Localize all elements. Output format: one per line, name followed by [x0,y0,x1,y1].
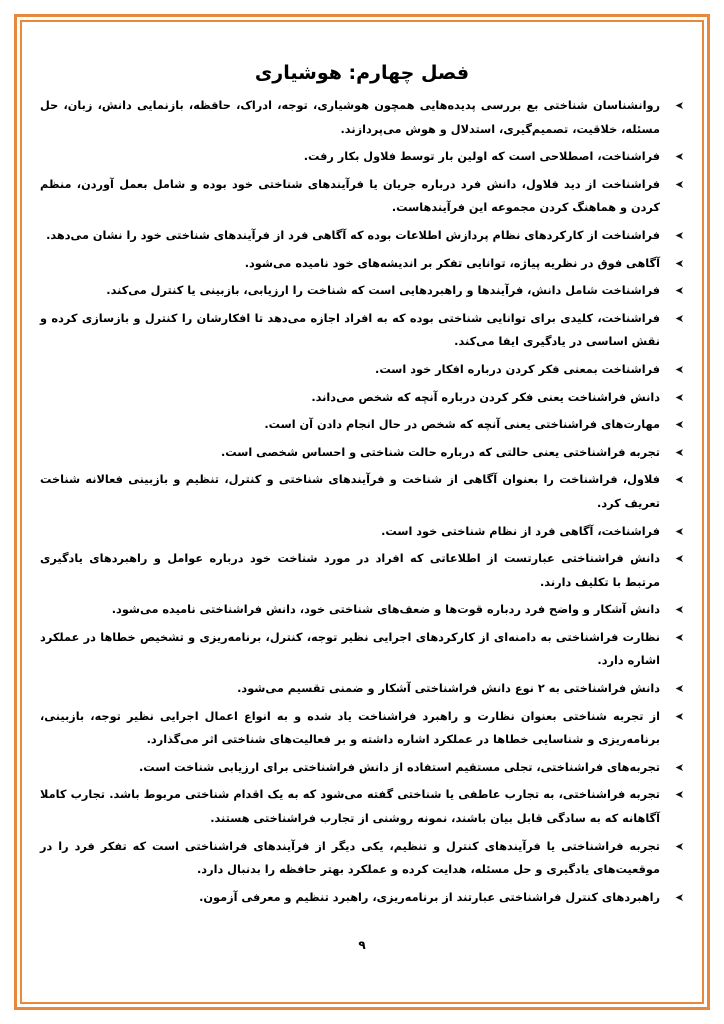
arrow-left-icon: ➤ [674,709,684,723]
arrow-left-icon: ➤ [674,445,684,459]
list-item [40,835,684,882]
list-item [40,705,684,752]
list-item [40,547,684,594]
arrow-left-icon: ➤ [674,228,684,242]
arrow-left-icon: ➤ [674,682,684,696]
arrow-left-icon: ➤ [674,99,684,112]
list-item-text: تجربه‌های فراشناختی، تجلی مستقیم استفاده از دانش فراشناختی برای ارزیابی شناخت است. [138,760,660,774]
list-item [40,886,684,910]
list-item [40,598,684,622]
list-item [40,520,684,544]
list-item-text: دانش فراشناختی به ۲ نوع دانش فراشناختی آشکار و ضمنی تقسیم می‌شود. [237,682,660,696]
arrow-left-icon: ➤ [674,524,684,538]
list-item-text: راهبردهای کنترل فراشناختی عبارتند از برنامه‌ریزی، راهبرد تنظیم و معرفی آزمون. [199,890,660,904]
arrow-left-icon: ➤ [674,284,684,298]
list-item-text: روانشناسان شناختی بع بررسی پدیده‌هایی همچون هوشیاری، توجه، ادراک، حافظه، بازنمایی دانش، زبان، حل مسئله، خلاقیت، تصمیم‌گیری، استدلال و هوش می‌پردازند. [40,99,660,136]
list-item-text: تجربه فراشناختی یعنی حالتی که درباره حالت شناختی و احساس شخصی است. [220,445,660,459]
list-item [40,468,684,515]
chapter-title: فصل چهارم: هوشیاری [254,62,470,84]
list-item [40,279,684,303]
bullet-list [40,94,684,909]
arrow-left-icon: ➤ [674,603,684,617]
arrow-left-icon: ➤ [674,473,684,487]
list-item-text: فراشناخت بمعنی فکر کردن درباره افکار خود است. [375,362,660,376]
arrow-left-icon: ➤ [674,150,684,164]
arrow-left-icon: ➤ [674,839,684,853]
list-item-text: فراشناخت، کلیدی برای توانایی شناختی بوده که به افراد اجازه می‌دهد تا افکارشان را کنترل و بازسازی کرده و نقش اساسی در یادگیری ایفا می‌کند. [40,311,660,349]
list-item [40,386,684,410]
list-item-text: فراشناخت از دید فلاول، دانش فرد درباره جریان یا فرآیندهای شناختی خود بوده و شامل بعمل آوردن، منظم کردن و هماهنگ کردن مجموعه این فرآیندهاست. [40,177,660,215]
list-item [40,307,684,354]
list-item [40,626,684,673]
page-number: ۹ [358,938,366,952]
list-item-text: آگاهی فوق در نظریه پیاژه، توانایی تفکر بر اندیشه‌های خود نامیده می‌شود. [244,256,660,270]
list-item-text: دانش فراشناختی عبارتست از اطلاعاتی که افراد در مورد شناخت خود درباره عوامل و راهبردهای یادگیری مرتبط با تکلیف دارند. [40,552,660,589]
arrow-left-icon: ➤ [674,362,684,376]
list-item-text: فراشناخت، آگاهی فرد از نظام شناختی خود است. [381,524,660,538]
list-item [40,413,684,437]
arrow-left-icon: ➤ [674,890,684,904]
list-item-text: تجربه فراشناختی، به تجارب عاطفی یا شناختی گفته می‌شود که به یک اقدام شناختی مربوط باشد. تجارب کاملا آگاهانه که به سادگی قابل بیان باشند، نمونه روشنی از تجارب فراشناختی هستند. [40,788,660,826]
arrow-left-icon: ➤ [674,552,684,566]
arrow-left-icon: ➤ [674,390,684,404]
arrow-left-icon: ➤ [674,630,684,644]
list-item [40,756,684,780]
list-item [40,677,684,701]
list-item-text: دانش آشکار و واضح فرد ردباره قوت‌ها و ضعف‌های شناختی خود، دانش فراشناختی نامیده می‌شود. [111,603,660,617]
list-item-text: دانش فراشناخت یعنی فکر کردن درباره آنچه که شخص می‌داند. [311,390,660,404]
list-item [40,252,684,276]
arrow-left-icon: ➤ [674,788,684,802]
list-item [40,358,684,382]
list-item [40,783,684,830]
arrow-left-icon: ➤ [674,256,684,270]
arrow-left-icon: ➤ [674,760,684,774]
list-item [40,94,684,141]
list-item [40,173,684,220]
list-item-text: تجربه فراشناختی یا فرآیندهای کنترل و تنظیم، یکی دیگر از فرآیندهای فراشناختی است که تفکر فرد را در موقعیت‌های یادگیری و حل مسئله، هدایت کرده و عملکرد بهتر حافظه را بدنبال دارد. [40,839,660,877]
list-item-text: نظارت فراشناختی به دامنه‌ای از کارکردهای اجرایی نظیر توجه، کنترل، برنامه‌ریزی و تشخیص خطاها در عملکرد اشاره دارد. [40,630,660,668]
arrow-left-icon: ➤ [674,177,684,191]
document-body [40,62,684,962]
list-item-text: فلاول، فراشناخت را بعنوان آگاهی از شناخت و فرآیندهای شناختی و کنترل، تنظیم و بازبینی فعالانه شناخت تعریف کرد. [40,473,660,510]
list-item [40,224,684,248]
arrow-left-icon: ➤ [674,418,684,432]
list-item [40,441,684,465]
list-item-text: فراشناخت شامل دانش، فرآیندها و راهبردهایی است که شناخت را ارزیابی، بازبینی یا کنترل می‌کند. [106,284,660,298]
arrow-left-icon: ➤ [674,311,684,325]
list-item-text: از تجربه شناختی بعنوان نظارت و راهبرد فراشناخت یاد شده و به انواع اعمال اجرایی نظیر توجه، بازبینی، برنامه‌ریزی و شناسایی خطاها در عملکرد اشاره داشته و بر فعالیت‌های شناختی اثر می‌گذارد. [40,709,660,747]
list-item-text: مهارت‌های فراشناختی یعنی آنچه که شخص در حال انجام دادن آن است. [264,418,660,432]
list-item [40,145,684,169]
list-item-text: فراشناخت، اصطلاحی است که اولین بار توسط فلاول بکار رفت. [303,150,660,164]
list-item-text: فراشناخت از کارکردهای نظام پردازش اطلاعات بوده که آگاهی فرد از فرآیندهای شناختی خود را نشان می‌دهد. [46,228,660,242]
